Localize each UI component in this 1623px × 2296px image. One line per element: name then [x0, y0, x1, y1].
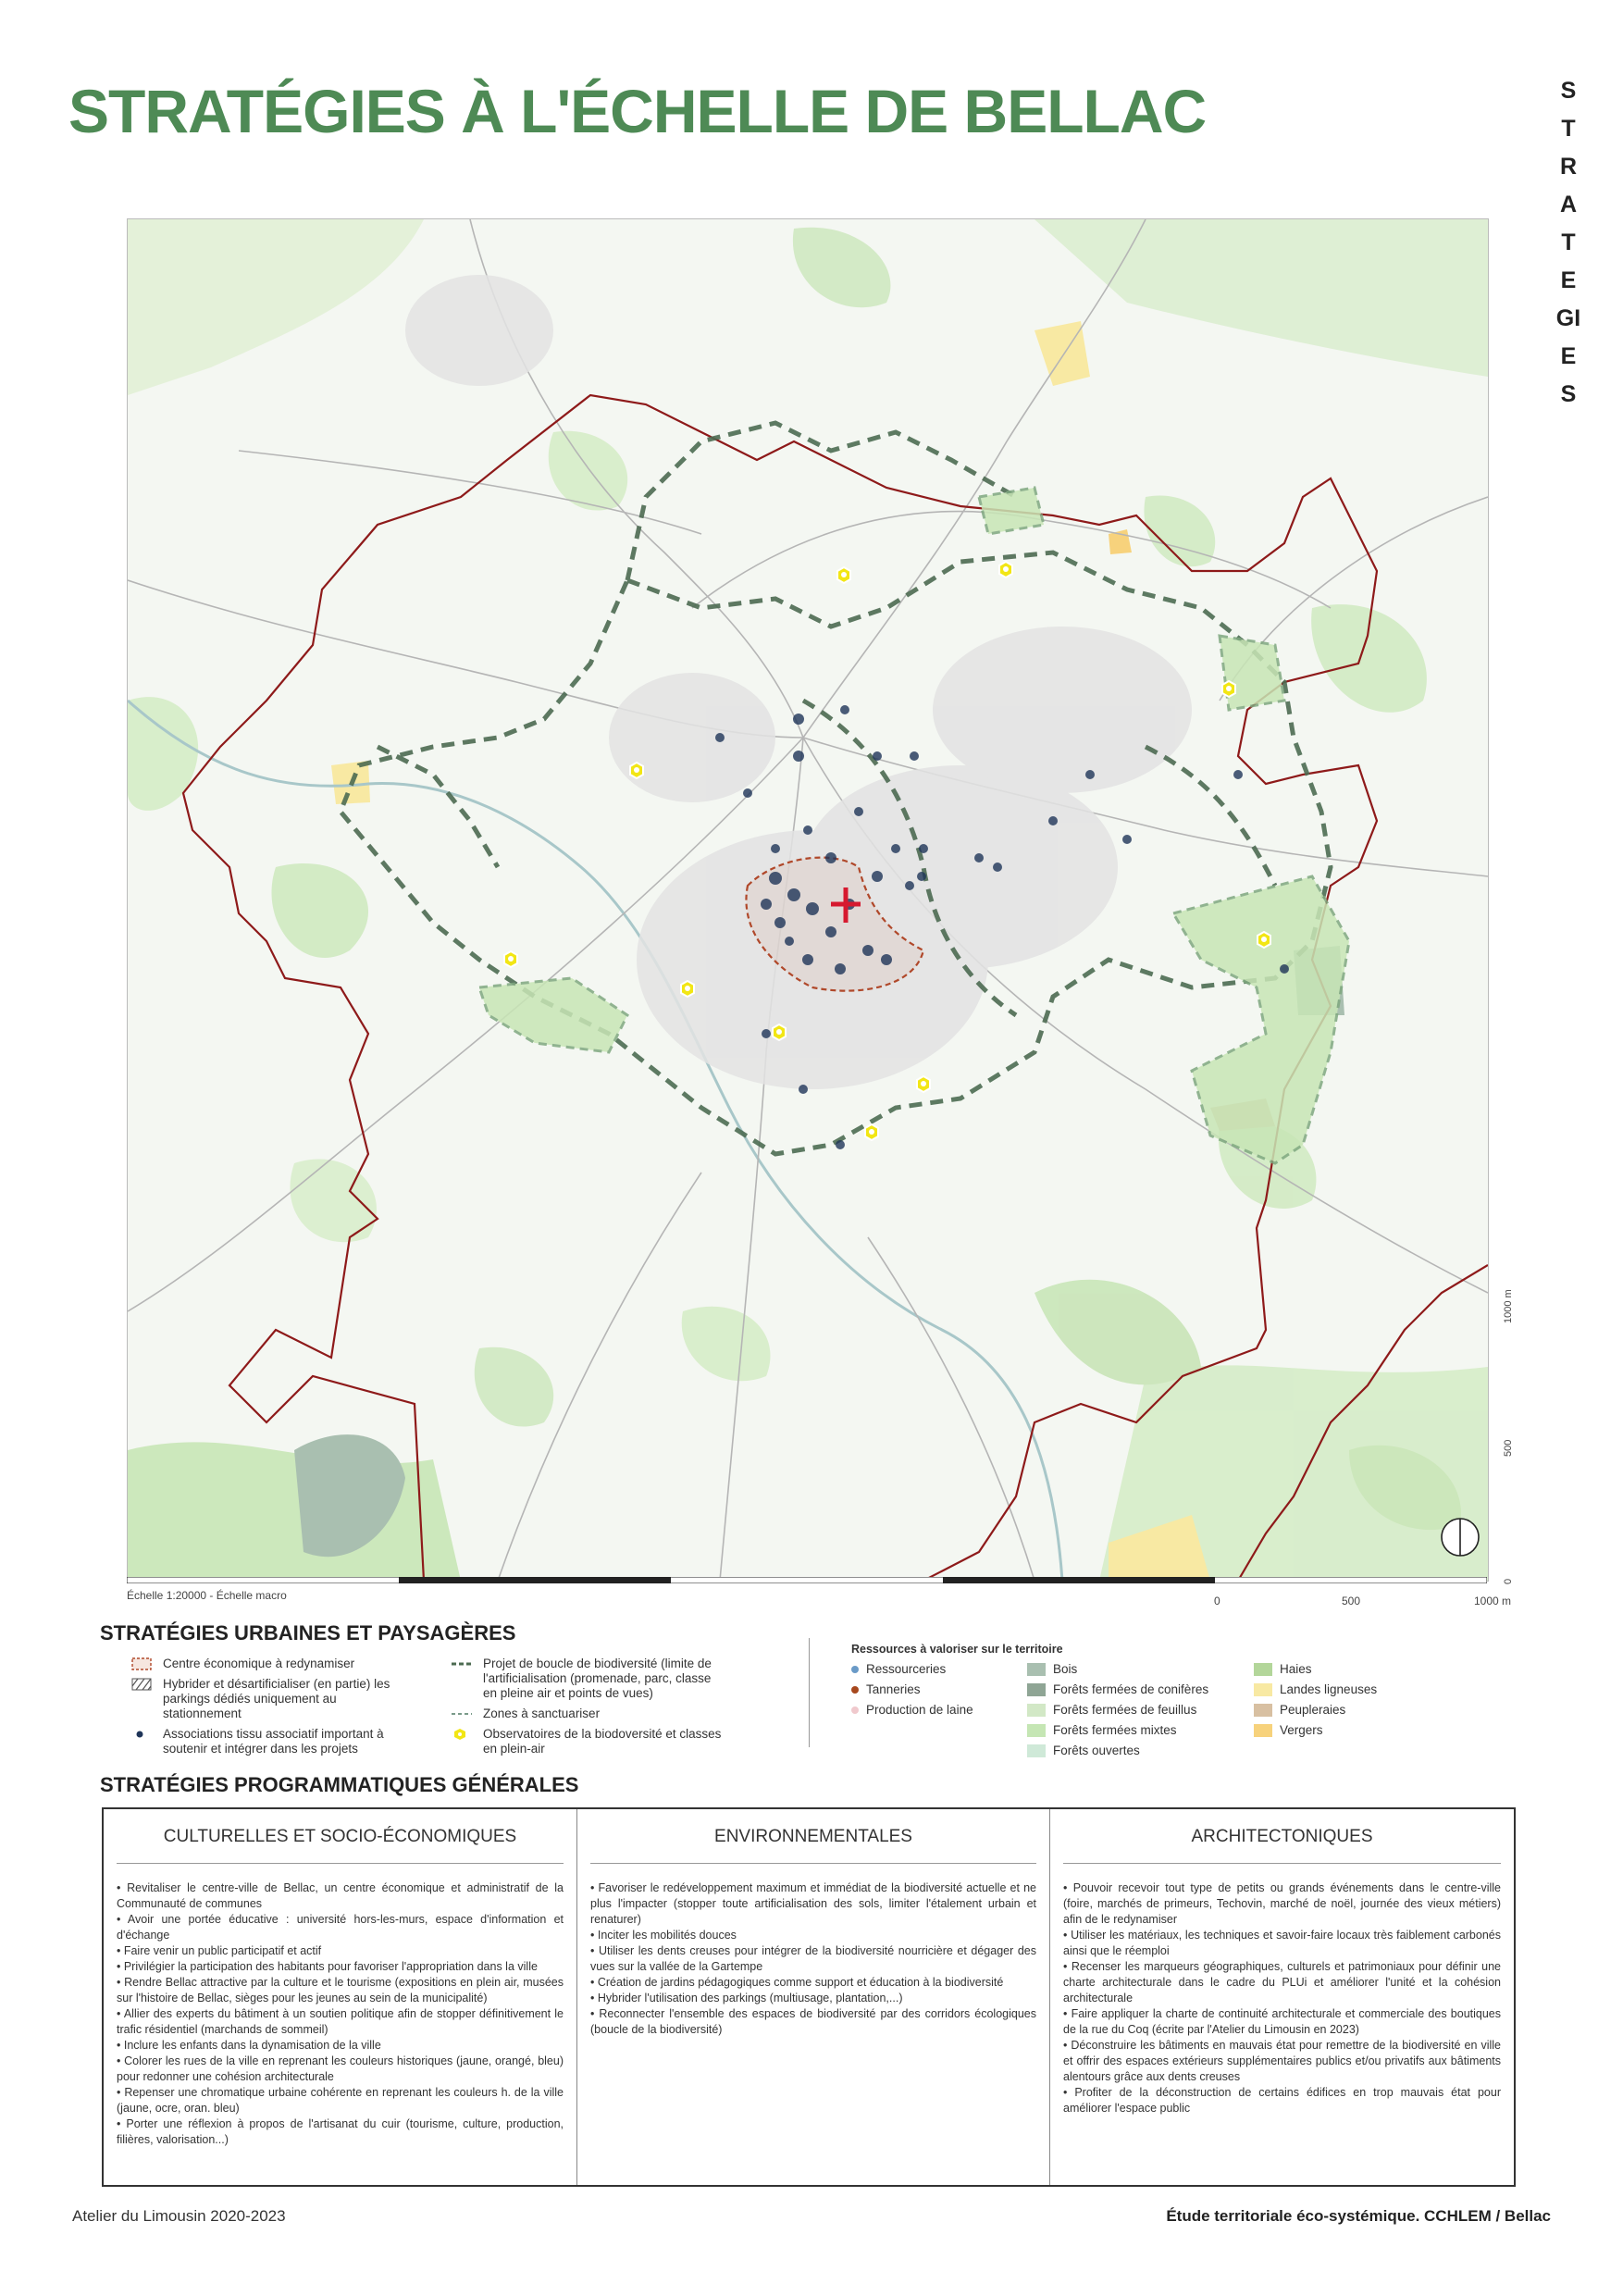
resource-label: Tanneries [866, 1682, 921, 1696]
page-title: STRATÉGIES À L'ÉCHELLE DE BELLAC [68, 77, 1207, 145]
resource-swatch-icon [1027, 1663, 1046, 1676]
resource-item [851, 1682, 1027, 1697]
programme-item: • Inciter les mobilités douces [590, 1929, 737, 1942]
programme-item: • Faire venir un public participatif et actif [117, 1944, 322, 1957]
hscale-label-500: 500 [1342, 1595, 1361, 1607]
resource-item [1027, 1703, 1254, 1718]
programme-col-heading: ENVIRONNEMENTALES [590, 1828, 1036, 1864]
footer-left: Atelier du Limousin 2020-2023 [72, 2207, 286, 2225]
resource-label: Forêts fermées mixtes [1053, 1723, 1177, 1737]
programme-item: • Déconstruire les bâtiments en mauvais état pour remettre de la biodiversité en ville et offrir des espaces extérieurs supplémentaires publics et/ou privatifs aux bâtiments alentours grâce aux dents creuses [1063, 2039, 1501, 2083]
landes-patch [1035, 321, 1090, 386]
vscale-label-0: 0 [1503, 1578, 1514, 1584]
programme-item: • Reconnecter l'ensemble des espaces de biodiversité par des corridors écologiques (boucle de la biodiversité) [590, 2007, 1036, 2036]
resource-dot-icon [851, 1666, 859, 1673]
programme-list [117, 1880, 564, 2148]
programme-item: • Inclure les enfants dans la dynamisation de la ville [117, 2039, 381, 2052]
programme-list [1063, 1880, 1501, 2116]
legend-item [452, 1727, 725, 1756]
programme-item: • Création de jardins pédagogiques comme support et éducation à la biodiversité [590, 1976, 1004, 1989]
resource-item [1254, 1682, 1439, 1697]
vscale-label-500: 500 [1503, 1439, 1514, 1457]
resource-item [1254, 1703, 1439, 1718]
dashed-line-icon [452, 1657, 472, 1670]
resources-points [851, 1662, 1027, 1764]
resources-forests [1027, 1662, 1254, 1764]
resource-item [1027, 1662, 1254, 1677]
programme-list [590, 1880, 1036, 2038]
footer-right: Étude territoriale éco-systémique. CCHLEM / Bellac [1166, 2207, 1551, 2225]
resources-other [1254, 1662, 1439, 1764]
programme-table [102, 1807, 1516, 2187]
legend-urban-col2 [452, 1657, 725, 1762]
map-canvas [128, 219, 1488, 1581]
map-view[interactable] [127, 218, 1489, 1582]
resource-label: Bois [1053, 1662, 1078, 1676]
resource-swatch-icon [1027, 1683, 1046, 1696]
programme-item: • Allier des experts du bâtiment à un soutien politique afin de stopper définitivement le trafic résidentiel (marchands de sommeil) [117, 2007, 564, 2036]
thin-dashed-line-icon [452, 1707, 472, 1720]
resource-label: Forêts fermées de feuillus [1053, 1703, 1197, 1717]
programme-item: • Pouvoir recevoir tout type de petits ou grands événements dans le centre-ville (foire, marchés de primeurs, Techovin, marché de noël, journée des vieux métiers) afin de le redynamiser [1063, 1881, 1501, 1926]
resource-label: Ressourceries [866, 1662, 947, 1676]
resources-title: Ressources à valoriser sur le territoire [851, 1643, 1063, 1656]
legend-label: Observatoires de la biodoversité et classes en plein-air [483, 1727, 722, 1756]
resource-label: Peupleraies [1280, 1703, 1346, 1717]
resource-item [1027, 1682, 1254, 1697]
resource-label: Landes ligneuses [1280, 1682, 1378, 1696]
resource-dot-icon [851, 1686, 859, 1694]
programme-col-architectoniques [1049, 1809, 1514, 2185]
programme-item: • Rendre Bellac attractive par la culture et le tourisme (expositions en plein air, musées sur l'histoire de Bellac, sièges pour les jeunes au sein de la municipalité) [117, 1976, 564, 2004]
programme-title: STRATÉGIES PROGRAMMATIQUES GÉNÉRALES [100, 1773, 579, 1796]
programme-item: • Porter une réflexion à propos de l'artisanat du cuir (tourisme, culture, production, filières, valorisation...) [117, 2117, 564, 2146]
scale-caption: Échelle 1:20000 - Échelle macro [127, 1589, 287, 1602]
resource-swatch-icon [1254, 1663, 1272, 1676]
resource-swatch-icon [1254, 1683, 1272, 1696]
vscale-label-1000: 1000 m [1503, 1289, 1514, 1323]
legend-item [131, 1727, 400, 1756]
legend-urban-title: STRATÉGIES URBAINES ET PAYSAGÈRES [100, 1621, 516, 1644]
side-section-label: STRATEGIES [1555, 78, 1581, 407]
programme-col-heading: CULTURELLES ET SOCIO-ÉCONOMIQUES [117, 1828, 564, 1864]
programme-col-culturelles [104, 1809, 576, 2185]
legend-label: Hybrider et désartificialiser (en partie) les parkings dédiés uniquement au stationnement [163, 1677, 390, 1720]
resource-label: Vergers [1280, 1723, 1323, 1737]
legend-item [131, 1657, 400, 1671]
legend-resources [851, 1642, 1499, 1764]
legend-divider [809, 1638, 810, 1747]
legend-item [452, 1706, 725, 1721]
resource-swatch-icon [1027, 1744, 1046, 1757]
legend-item [452, 1657, 725, 1701]
resource-swatch-icon [1254, 1724, 1272, 1737]
hatched-box-icon [131, 1678, 152, 1691]
resource-item [851, 1703, 1027, 1718]
programme-item: • Repenser une chromatique urbaine cohérente en reprenant les couleurs h. de la ville (jaune, ocre, oran. bleu) [117, 2086, 564, 2115]
legend-urban-col1 [131, 1657, 400, 1762]
programme-item: • Avoir une portée éducative : université hors-les-murs, espace d'information et d'échange [117, 1913, 564, 1942]
dashed-box-icon [131, 1657, 152, 1670]
resource-dot-icon [851, 1706, 859, 1714]
hexagon-icon [452, 1728, 472, 1741]
programme-item: • Hybrider l'utilisation des parkings (multiusage, plantation,...) [590, 1992, 903, 2004]
resource-item [1027, 1744, 1254, 1758]
legend-label: Associations tissu associatif important à soutenir et intégrer dans les projets [163, 1727, 384, 1756]
resource-swatch-icon [1027, 1724, 1046, 1737]
resource-swatch-icon [1254, 1704, 1272, 1717]
programme-item: • Profiter de la déconstruction de certains édifices en trop mauvais état pour améliorer l'espace public [1063, 2086, 1501, 2115]
programme-item: • Favoriser le redéveloppement maximum et immédiat de la biodiversité actuelle et ne plus l'impacter (stopper toute artificialisation des sols, limiter l'étalement urbain et renaturer) [590, 1881, 1036, 1926]
legend-label: Centre économique à redynamiser [163, 1657, 355, 1670]
programme-col-environnementales [576, 1809, 1049, 2185]
resource-label: Forêts fermées de conifères [1053, 1682, 1209, 1696]
programme-item: • Recenser les marqueurs géographiques, culturels et patrimoniaux pour définir une charte architecturale dans le cadre du PLUi et améliorer l'unité et la cohésion architecturale [1063, 1960, 1501, 2004]
legend-label: Projet de boucle de biodiversité (limite de l'artificialisation (promenade, parc, classe en pleine air et points de vues) [483, 1657, 712, 1700]
resource-item [1254, 1662, 1439, 1677]
programme-item: • Utiliser les matériaux, les techniques et savoir-faire locaux très faiblement carbonés ainsi que le réemploi [1063, 1929, 1501, 1957]
programme-item: • Utiliser les dents creuses pour intégrer de la biodiversité nourricière et dégager des vues sur la vallée de la Gartempe [590, 1944, 1036, 1973]
resource-item [1254, 1723, 1439, 1738]
resource-swatch-icon [1027, 1704, 1046, 1717]
programme-item: • Colorer les rues de la ville en reprenant les couleurs historiques (jaune, orangé, bleu) pour redonner une cohésion architecturale [117, 2054, 564, 2083]
north-arrow-icon [1442, 1519, 1479, 1556]
programme-item: • Privilégier la participation des habitants pour favoriser l'appropriation dans la ville [117, 1960, 538, 1973]
hscale-label-0: 0 [1214, 1595, 1220, 1607]
resource-label: Production de laine [866, 1703, 973, 1717]
resource-item [851, 1662, 1027, 1677]
resource-label: Haies [1280, 1662, 1312, 1676]
programme-col-heading: ARCHITECTONIQUES [1063, 1828, 1501, 1864]
scale-bar [127, 1577, 1487, 1583]
legend-label: Zones à sanctuariser [483, 1706, 601, 1720]
legend-item [131, 1677, 400, 1721]
programme-item: • Faire appliquer la charte de continuité architecturale et commerciale des boutiques de la rue du Coq (écrite par l'Atelier du Limousin en 2023) [1063, 2007, 1501, 2036]
dot-icon [131, 1728, 152, 1741]
resource-item [1027, 1723, 1254, 1738]
hscale-label-1000: 1000 m [1474, 1595, 1512, 1607]
resource-label: Forêts ouvertes [1053, 1744, 1140, 1757]
programme-item: • Revitaliser le centre-ville de Bellac, un centre économique et administratif de la Communauté de communes [117, 1881, 564, 1910]
